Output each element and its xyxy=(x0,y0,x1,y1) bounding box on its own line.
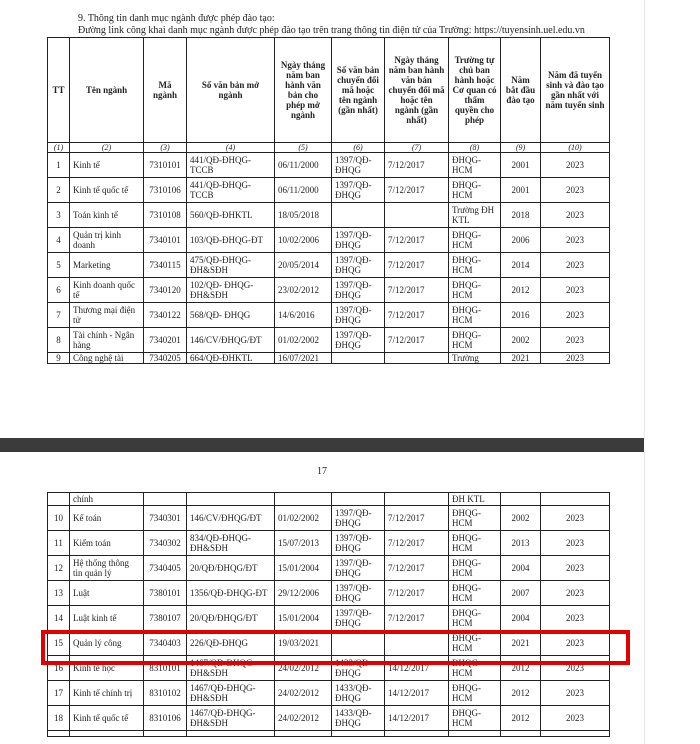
table-cell xyxy=(332,353,385,364)
table-cell: 1397/QĐ-ĐHQG xyxy=(332,531,385,556)
table-cell: 24/02/2012 xyxy=(275,681,332,706)
table-cell: 10/02/2006 xyxy=(275,228,332,253)
table-cell: 7/12/2017 xyxy=(385,253,449,278)
table-cell: 10 xyxy=(48,506,70,531)
table-cell: 2 xyxy=(48,178,70,203)
table-cell: 7310106 xyxy=(144,178,187,203)
table-cell: 1433/QĐ-ĐHQG xyxy=(332,681,385,706)
column-index-cell: (1) xyxy=(48,143,70,153)
table-cell: 2023 xyxy=(541,328,610,353)
table-cell xyxy=(385,731,449,737)
header-cell: Tên ngành xyxy=(70,38,144,143)
table-cell xyxy=(187,493,275,506)
highlight-box-row-15 xyxy=(41,630,630,665)
table-cell: ĐHQG-HCM xyxy=(449,253,501,278)
column-index-cell: (4) xyxy=(187,143,275,153)
table-cell: 16/07/2021 xyxy=(275,353,332,364)
table-cell: 7340101 xyxy=(144,228,187,253)
table-cell: 14 xyxy=(48,606,70,631)
table-cell: 7380107 xyxy=(144,606,187,631)
table-cell: ĐHQG-HCM xyxy=(449,656,501,681)
table-cell: Hệ thống thông tin quản lý xyxy=(70,556,144,581)
table-cell: 20/05/2014 xyxy=(275,253,332,278)
table-cell: 7/12/2017 xyxy=(385,153,449,178)
table-cell: 06/11/2000 xyxy=(275,153,332,178)
table-cell: ĐHQG-HCM xyxy=(449,531,501,556)
table-cell: ĐHQG-HCM xyxy=(449,581,501,606)
table-cell: 146/CV/ĐHQG/ĐT xyxy=(187,506,275,531)
table-cell: 560/QĐ-ĐHKTL xyxy=(187,203,275,228)
table-cell: Luật xyxy=(70,581,144,606)
table-cell: 2023 xyxy=(541,203,610,228)
table-row xyxy=(48,506,610,531)
table-cell: 13 xyxy=(48,581,70,606)
table-cell: Trường xyxy=(449,353,501,364)
table-cell: 2013 xyxy=(501,531,541,556)
table-cell xyxy=(541,493,610,506)
table-cell xyxy=(48,493,70,506)
table-cell: 2002 xyxy=(501,506,541,531)
header-cell: Ngày tháng năm ban hành văn bản chuyển đổi mã hoặc tên ngành (gần nhất) xyxy=(385,38,449,143)
document-page-17 xyxy=(0,452,645,744)
table-cell: Kinh tế xyxy=(70,153,144,178)
column-index-cell: (2) xyxy=(70,143,144,153)
table-cell: 7340120 xyxy=(144,278,187,303)
table-row xyxy=(48,731,610,737)
table-row xyxy=(48,303,610,328)
table-cell: 6 xyxy=(48,278,70,303)
table-cell: 1397/QĐ-ĐHQG xyxy=(332,581,385,606)
table-cell: 29/12/2006 xyxy=(275,581,332,606)
table-cell: ĐHQG-HCM xyxy=(449,278,501,303)
table-cell: 7/12/2017 xyxy=(385,606,449,631)
table-cell xyxy=(501,493,541,506)
table-cell: 18/05/2018 xyxy=(275,203,332,228)
table-cell: 2023 xyxy=(541,253,610,278)
table-cell: 7340122 xyxy=(144,303,187,328)
table-cell xyxy=(385,493,449,506)
table-cell: 01/02/2002 xyxy=(275,328,332,353)
table-cell: 7/12/2017 xyxy=(385,531,449,556)
table-cell: ĐHQG-HCM xyxy=(449,606,501,631)
column-index-cell: (6) xyxy=(332,143,385,153)
table-cell: 2002 xyxy=(501,328,541,353)
table-cell: 2023 xyxy=(541,606,610,631)
table-row xyxy=(48,606,610,631)
table-cell: 7/12/2017 xyxy=(385,506,449,531)
table-cell: 17 xyxy=(48,681,70,706)
table-cell: ĐHQG-HCM xyxy=(449,706,501,731)
table-cell: Trường ĐH KTL xyxy=(449,203,501,228)
table-cell: 2023 xyxy=(541,278,610,303)
table-cell: 568/QĐ- ĐHQG xyxy=(187,303,275,328)
table-cell xyxy=(275,493,332,506)
table-cell: ĐHQG-HCM xyxy=(449,178,501,203)
table-cell: 7340302 xyxy=(144,531,187,556)
table-cell: 24/02/2012 xyxy=(275,706,332,731)
header-cell: Năm đã tuyển sinh và đào tạo gần nhất với năm tuyển sinh xyxy=(541,38,610,143)
table-cell: Kinh doanh quốc tế xyxy=(70,278,144,303)
table-cell: 7310108 xyxy=(144,203,187,228)
table-cell: 7/12/2017 xyxy=(385,303,449,328)
table-cell xyxy=(332,731,385,737)
table-cell: 1467/QĐ-ĐHQG-ĐH&SĐH xyxy=(187,706,275,731)
table-cell: 1397/QĐ-ĐHQG xyxy=(332,253,385,278)
table-cell xyxy=(541,731,610,737)
table-cell: 24/02/2012 xyxy=(275,656,332,681)
table-cell: 20/QĐ/ĐHQG/ĐT xyxy=(187,556,275,581)
table-cell: 7 xyxy=(48,303,70,328)
column-index-cell: (5) xyxy=(275,143,332,153)
table-cell: ĐHQG-HCM xyxy=(449,303,501,328)
table-cell: Kiểm toán xyxy=(70,531,144,556)
column-index-row xyxy=(48,143,610,153)
table-cell: 2007 xyxy=(501,581,541,606)
table-cell: 16 xyxy=(48,656,70,681)
table-cell: 1 xyxy=(48,153,70,178)
table-row xyxy=(48,253,610,278)
table-cell: ĐHQG-HCM xyxy=(449,681,501,706)
table-row xyxy=(48,228,610,253)
table-cell: 2023 xyxy=(541,531,610,556)
table-cell: Thương mại điện tử xyxy=(70,303,144,328)
table-cell: 1397/QĐ-ĐHQG xyxy=(332,153,385,178)
table-cell xyxy=(449,731,501,737)
table-cell: 2023 xyxy=(541,581,610,606)
table-cell: 1397/QĐ-ĐHQG xyxy=(332,303,385,328)
table-cell: 06/11/2000 xyxy=(275,178,332,203)
table-cell: ĐHQG-HCM xyxy=(449,506,501,531)
table-cell: 1467/QĐ-ĐHQG-ĐH&SĐH xyxy=(187,681,275,706)
table-cell: Quản lý công xyxy=(70,631,144,656)
table-row xyxy=(48,178,610,203)
program-list-link-text: Đường link công khai danh mục ngành được phép đào tạo trên trang thông tin điện tử của Trường: https://tuyensinh.uel.edu.vn xyxy=(78,25,585,36)
table-cell: 1397/QĐ-ĐHQG xyxy=(332,506,385,531)
table-cell xyxy=(144,731,187,737)
table-cell: 2001 xyxy=(501,178,541,203)
table-cell: 7/12/2017 xyxy=(385,228,449,253)
table-cell: Luật kinh tế xyxy=(70,606,144,631)
table-cell: 11 xyxy=(48,531,70,556)
table-cell: Quản trị kinh doanh xyxy=(70,228,144,253)
column-index-cell: (3) xyxy=(144,143,187,153)
table-cell: ĐHQG-HCM xyxy=(449,328,501,353)
table-cell: 1397/QĐ-ĐHQG xyxy=(332,328,385,353)
table-cell xyxy=(332,203,385,228)
table-row xyxy=(48,353,610,364)
table-cell: 5 xyxy=(48,253,70,278)
table-cell: 4 xyxy=(48,228,70,253)
table-cell: 7380101 xyxy=(144,581,187,606)
table-cell: Kinh tế học xyxy=(70,656,144,681)
table-cell: 7310101 xyxy=(144,153,187,178)
table-cell: 664/QĐ-ĐHKTL xyxy=(187,353,275,364)
table-row xyxy=(48,681,610,706)
table-row xyxy=(48,706,610,731)
table-cell: Kế toán xyxy=(70,506,144,531)
table-cell: 226/QĐ-ĐHQG xyxy=(187,631,275,656)
table-cell: 2021 xyxy=(501,631,541,656)
program-table-part-1 xyxy=(47,37,610,364)
table-cell xyxy=(144,493,187,506)
table-cell: 2023 xyxy=(541,303,610,328)
table-cell: 1397/QĐ-ĐHQG xyxy=(332,228,385,253)
table-cell: 2004 xyxy=(501,606,541,631)
table-cell: 9 xyxy=(48,353,70,364)
table-cell: 7/12/2017 xyxy=(385,278,449,303)
header-cell: Năm bắt đầu đào tạo xyxy=(501,38,541,143)
table-row xyxy=(48,556,610,581)
table-cell: 2023 xyxy=(541,706,610,731)
table-cell: 20/QĐ/ĐHQG/ĐT xyxy=(187,606,275,631)
table-cell: Công nghệ tài xyxy=(70,353,144,364)
table-row xyxy=(48,531,610,556)
table-cell: 2023 xyxy=(541,506,610,531)
table-cell: 7340115 xyxy=(144,253,187,278)
table-cell: 834/QĐ-ĐHQG-ĐH&SĐH xyxy=(187,531,275,556)
table-row xyxy=(48,153,610,178)
table-cell: 2012 xyxy=(501,278,541,303)
table-cell: 7/12/2017 xyxy=(385,581,449,606)
table-cell: ĐHQG-HCM xyxy=(449,153,501,178)
header-cell: Ngày tháng năm ban hành văn bản cho phép mở ngành xyxy=(275,38,332,143)
table-cell: 1356/QĐ-ĐHQG-ĐT xyxy=(187,581,275,606)
table-cell: 7340201 xyxy=(144,328,187,353)
column-index-cell: (8) xyxy=(449,143,501,153)
table-cell: 7/12/2017 xyxy=(385,328,449,353)
table-cell: 7340405 xyxy=(144,556,187,581)
table-cell: 1397/QĐ-ĐHQG xyxy=(332,278,385,303)
table-cell: Kinh tế quốc tế xyxy=(70,706,144,731)
table-cell: 2006 xyxy=(501,228,541,253)
header-cell: Số văn bản mở ngành xyxy=(187,38,275,143)
table-row xyxy=(48,581,610,606)
table-cell xyxy=(385,203,449,228)
table-cell: ĐHQG-HCM xyxy=(449,631,501,656)
table-cell: 2012 xyxy=(501,706,541,731)
table-cell: 2023 xyxy=(541,178,610,203)
table-cell: 23/02/2012 xyxy=(275,278,332,303)
table-cell: 2023 xyxy=(541,556,610,581)
program-table-part-2 xyxy=(47,492,610,737)
table-cell: 7340403 xyxy=(144,631,187,656)
table-cell xyxy=(187,731,275,737)
table-cell: 2016 xyxy=(501,303,541,328)
table-cell xyxy=(501,731,541,737)
table-cell xyxy=(385,353,449,364)
table-row xyxy=(48,328,610,353)
table-cell: 102/QĐ- ĐHQG-ĐH&SĐH xyxy=(187,278,275,303)
table-cell: 15/07/2013 xyxy=(275,531,332,556)
table-cell: 2023 xyxy=(541,656,610,681)
table-cell: 2012 xyxy=(501,681,541,706)
section-heading: 9. Thông tin danh mục ngành được phép đào tạo: xyxy=(78,13,275,24)
table-cell: chính xyxy=(70,493,144,506)
table-cell: 2023 xyxy=(541,631,610,656)
table-cell: 441/QĐ-ĐHQG-TCCB xyxy=(187,153,275,178)
table-cell xyxy=(332,493,385,506)
table-cell: 1433/QĐ-ĐHQG xyxy=(332,706,385,731)
table-cell: 8310106 xyxy=(144,706,187,731)
table-cell: 2023 xyxy=(541,228,610,253)
table-cell: 2012 xyxy=(501,656,541,681)
table-cell: 2021 xyxy=(501,353,541,364)
table-cell: 2004 xyxy=(501,556,541,581)
table-cell: 3 xyxy=(48,203,70,228)
table-row xyxy=(48,278,610,303)
table-cell: Kinh tế chính trị xyxy=(70,681,144,706)
table-cell: 14/12/2017 xyxy=(385,656,449,681)
table-cell: 15/01/2004 xyxy=(275,606,332,631)
table-cell: 14/12/2017 xyxy=(385,681,449,706)
table-row xyxy=(48,493,610,506)
table-cell: 14/6/2016 xyxy=(275,303,332,328)
table-cell: 14/12/2017 xyxy=(385,706,449,731)
table-cell: Toán kinh tế xyxy=(70,203,144,228)
column-index-cell: (9) xyxy=(501,143,541,153)
table-cell: Marketing xyxy=(70,253,144,278)
table-cell: 2018 xyxy=(501,203,541,228)
table-cell: 1467/QĐ-ĐHQG-ĐH&SĐH xyxy=(187,656,275,681)
table-cell: 1433/QĐ-ĐHQG xyxy=(332,656,385,681)
table-cell xyxy=(48,731,70,737)
table-header-row xyxy=(48,38,610,143)
table-cell: 15 xyxy=(48,631,70,656)
table-cell: Kinh tế quốc tế xyxy=(70,178,144,203)
table-cell: 15/01/2004 xyxy=(275,556,332,581)
column-index-cell: (10) xyxy=(541,143,610,153)
table-cell: 2001 xyxy=(501,153,541,178)
table-cell: 8 xyxy=(48,328,70,353)
table-cell: 7340205 xyxy=(144,353,187,364)
table-cell: 12 xyxy=(48,556,70,581)
header-cell: TT xyxy=(48,38,70,143)
table-cell: 8310101 xyxy=(144,656,187,681)
table-cell: 103/QĐ-ĐHQG-ĐT xyxy=(187,228,275,253)
table-cell: 01/02/2002 xyxy=(275,506,332,531)
table-cell: 1397/QĐ-ĐHQG xyxy=(332,556,385,581)
column-index-cell: (7) xyxy=(385,143,449,153)
table-cell: 2023 xyxy=(541,153,610,178)
header-cell: Trường tự chủ ban hành hoặc Cơ quan có thẩm quyền cho phép xyxy=(449,38,501,143)
table-cell: 441/QĐ-ĐHQG-TCCB xyxy=(187,178,275,203)
table-cell: 18 xyxy=(48,706,70,731)
page-number: 17 xyxy=(317,466,327,477)
table-cell: 2023 xyxy=(541,353,610,364)
table-cell: 7/12/2017 xyxy=(385,178,449,203)
table-cell: 146/CV/ĐHQG/ĐT xyxy=(187,328,275,353)
table-cell: 19/03/2021 xyxy=(275,631,332,656)
table-cell: 2014 xyxy=(501,253,541,278)
table-row xyxy=(48,203,610,228)
table-cell xyxy=(70,731,144,737)
table-cell xyxy=(275,731,332,737)
table-cell: 8310102 xyxy=(144,681,187,706)
page-separator xyxy=(0,438,644,452)
table-cell: 7340301 xyxy=(144,506,187,531)
header-cell: Mã ngành xyxy=(144,38,187,143)
table-cell: ĐHQG-HCM xyxy=(449,228,501,253)
table-cell: 2023 xyxy=(541,681,610,706)
table-cell: 7/12/2017 xyxy=(385,556,449,581)
table-cell: 1397/QĐ-ĐHQG xyxy=(332,606,385,631)
table-cell: ĐH KTL xyxy=(449,493,501,506)
table-cell: ĐHQG-HCM xyxy=(449,556,501,581)
table-cell: 1397/QĐ-ĐHQG xyxy=(332,178,385,203)
header-cell: Số văn bản chuyển đổi mã hoặc tên ngành (gần nhất) xyxy=(332,38,385,143)
table-cell: Tài chính - Ngân hàng xyxy=(70,328,144,353)
table-cell: 475/QĐ-ĐHQG-ĐH&SĐH xyxy=(187,253,275,278)
